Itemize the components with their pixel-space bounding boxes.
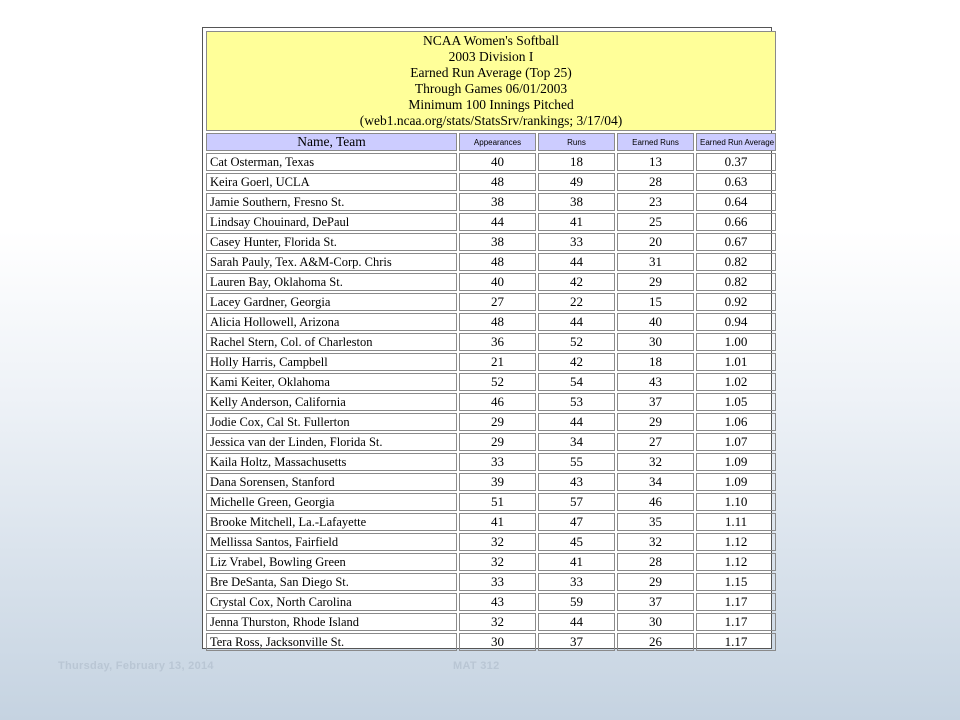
appearances-cell: 38: [459, 193, 536, 211]
runs-cell: 38: [538, 193, 615, 211]
appearances-cell: 52: [459, 373, 536, 391]
title-line: Through Games 06/01/2003: [414, 81, 568, 96]
player-name-team: Dana Sorensen, Stanford: [206, 473, 457, 491]
column-header-name-team: Name, Team: [206, 133, 457, 151]
earned-runs-cell: 35: [617, 513, 694, 531]
era-cell: 0.66: [696, 213, 776, 231]
table-row: [206, 453, 776, 471]
player-name-team: Kelly Anderson, California: [206, 393, 457, 411]
table-row: [206, 433, 776, 451]
table-body: [206, 153, 776, 651]
era-cell: 0.63: [696, 173, 776, 191]
era-cell: 1.12: [696, 553, 776, 571]
player-name-team: Alicia Hollowell, Arizona: [206, 313, 457, 331]
earned-runs-cell: 46: [617, 493, 694, 511]
player-name-team: Kami Keiter, Oklahoma: [206, 373, 457, 391]
earned-runs-cell: 15: [617, 293, 694, 311]
player-name-team: Liz Vrabel, Bowling Green: [206, 553, 457, 571]
title-line: 2003 Division I: [448, 49, 534, 64]
earned-runs-cell: 34: [617, 473, 694, 491]
era-cell: 0.67: [696, 233, 776, 251]
runs-cell: 34: [538, 433, 615, 451]
appearances-cell: 41: [459, 513, 536, 531]
title-line: Minimum 100 Innings Pitched: [408, 97, 574, 112]
era-cell: 1.11: [696, 513, 776, 531]
table-row: [206, 573, 776, 591]
appearances-cell: 33: [459, 573, 536, 591]
runs-cell: 18: [538, 153, 615, 171]
appearances-cell: 39: [459, 473, 536, 491]
table-row: [206, 553, 776, 571]
earned-runs-cell: 25: [617, 213, 694, 231]
appearances-cell: 29: [459, 433, 536, 451]
earned-runs-cell: 32: [617, 533, 694, 551]
appearances-cell: 21: [459, 353, 536, 371]
runs-cell: 55: [538, 453, 615, 471]
runs-cell: 59: [538, 593, 615, 611]
table-row: [206, 373, 776, 391]
player-name-team: Holly Harris, Campbell: [206, 353, 457, 371]
appearances-cell: 48: [459, 173, 536, 191]
runs-cell: 44: [538, 313, 615, 331]
earned-runs-cell: 29: [617, 413, 694, 431]
runs-cell: 42: [538, 353, 615, 371]
player-name-team: Lindsay Chouinard, DePaul: [206, 213, 457, 231]
runs-cell: 44: [538, 413, 615, 431]
footer-date: Thursday, February 13, 2014: [58, 660, 214, 672]
runs-cell: 52: [538, 333, 615, 351]
earned-runs-cell: 18: [617, 353, 694, 371]
appearances-cell: 32: [459, 613, 536, 631]
appearances-cell: 32: [459, 553, 536, 571]
table-row: [206, 273, 776, 291]
era-cell: 1.17: [696, 613, 776, 631]
era-cell: 1.09: [696, 453, 776, 471]
appearances-cell: 48: [459, 253, 536, 271]
player-name-team: Crystal Cox, North Carolina: [206, 593, 457, 611]
table-row: [206, 233, 776, 251]
column-header-era: Earned Run Average: [696, 133, 776, 151]
era-table-frame: [202, 27, 775, 649]
earned-runs-cell: 13: [617, 153, 694, 171]
player-name-team: Bre DeSanta, San Diego St.: [206, 573, 457, 591]
runs-cell: 33: [538, 573, 615, 591]
era-cell: 1.02: [696, 373, 776, 391]
appearances-cell: 51: [459, 493, 536, 511]
table-row: [206, 513, 776, 531]
runs-cell: 33: [538, 233, 615, 251]
table-row: [206, 593, 776, 611]
earned-runs-cell: 30: [617, 333, 694, 351]
era-table: [204, 29, 778, 653]
runs-cell: 53: [538, 393, 615, 411]
title-line: Earned Run Average (Top 25): [410, 65, 572, 80]
era-cell: 1.01: [696, 353, 776, 371]
earned-runs-cell: 28: [617, 173, 694, 191]
table-row: [206, 153, 776, 171]
appearances-cell: 33: [459, 453, 536, 471]
runs-cell: 22: [538, 293, 615, 311]
table-row: [206, 533, 776, 551]
era-cell: 0.82: [696, 253, 776, 271]
table-row: [206, 213, 776, 231]
table-row: [206, 613, 776, 631]
player-name-team: Cat Osterman, Texas: [206, 153, 457, 171]
earned-runs-cell: 43: [617, 373, 694, 391]
appearances-cell: 40: [459, 153, 536, 171]
earned-runs-cell: 29: [617, 273, 694, 291]
player-name-team: Jamie Southern, Fresno St.: [206, 193, 457, 211]
player-name-team: Casey Hunter, Florida St.: [206, 233, 457, 251]
appearances-cell: 46: [459, 393, 536, 411]
era-cell: 1.17: [696, 633, 776, 651]
era-cell: 0.82: [696, 273, 776, 291]
player-name-team: Michelle Green, Georgia: [206, 493, 457, 511]
runs-cell: 54: [538, 373, 615, 391]
era-cell: 0.37: [696, 153, 776, 171]
runs-cell: 42: [538, 273, 615, 291]
player-name-team: Kaila Holtz, Massachusetts: [206, 453, 457, 471]
column-header-runs: Runs: [538, 133, 615, 151]
appearances-cell: 40: [459, 273, 536, 291]
runs-cell: 41: [538, 213, 615, 231]
earned-runs-cell: 37: [617, 593, 694, 611]
table-title: [206, 31, 776, 131]
era-cell: 1.17: [696, 593, 776, 611]
runs-cell: 44: [538, 613, 615, 631]
era-cell: 1.09: [696, 473, 776, 491]
earned-runs-cell: 27: [617, 433, 694, 451]
table-row: [206, 393, 776, 411]
runs-cell: 37: [538, 633, 615, 651]
runs-cell: 49: [538, 173, 615, 191]
player-name-team: Jenna Thurston, Rhode Island: [206, 613, 457, 631]
era-cell: 1.06: [696, 413, 776, 431]
earned-runs-cell: 40: [617, 313, 694, 331]
column-header-earned-runs: Earned Runs: [617, 133, 694, 151]
table-row: [206, 253, 776, 271]
table-row: [206, 473, 776, 491]
era-cell: 1.12: [696, 533, 776, 551]
era-cell: 0.92: [696, 293, 776, 311]
player-name-team: Rachel Stern, Col. of Charleston: [206, 333, 457, 351]
table-row: [206, 493, 776, 511]
runs-cell: 47: [538, 513, 615, 531]
player-name-team: Lacey Gardner, Georgia: [206, 293, 457, 311]
era-cell: 0.64: [696, 193, 776, 211]
era-cell: 1.07: [696, 433, 776, 451]
runs-cell: 43: [538, 473, 615, 491]
table-row: [206, 353, 776, 371]
appearances-cell: 27: [459, 293, 536, 311]
player-name-team: Jodie Cox, Cal St. Fullerton: [206, 413, 457, 431]
player-name-team: Keira Goerl, UCLA: [206, 173, 457, 191]
era-cell: 1.00: [696, 333, 776, 351]
player-name-team: Lauren Bay, Oklahoma St.: [206, 273, 457, 291]
table-row: [206, 633, 776, 651]
title-line: (web1.ncaa.org/stats/StatsSrv/rankings; 3/17/04): [359, 113, 623, 128]
earned-runs-cell: 23: [617, 193, 694, 211]
runs-cell: 44: [538, 253, 615, 271]
appearances-cell: 29: [459, 413, 536, 431]
player-name-team: Brooke Mitchell, La.-Lafayette: [206, 513, 457, 531]
earned-runs-cell: 32: [617, 453, 694, 471]
runs-cell: 41: [538, 553, 615, 571]
appearances-cell: 43: [459, 593, 536, 611]
table-row: [206, 173, 776, 191]
column-header-appearances: Appearances: [459, 133, 536, 151]
player-name-team: Tera Ross, Jacksonville St.: [206, 633, 457, 651]
era-cell: 1.15: [696, 573, 776, 591]
appearances-cell: 32: [459, 533, 536, 551]
era-cell: 0.94: [696, 313, 776, 331]
appearances-cell: 30: [459, 633, 536, 651]
appearances-cell: 48: [459, 313, 536, 331]
era-cell: 1.10: [696, 493, 776, 511]
appearances-cell: 38: [459, 233, 536, 251]
earned-runs-cell: 20: [617, 233, 694, 251]
earned-runs-cell: 28: [617, 553, 694, 571]
earned-runs-cell: 29: [617, 573, 694, 591]
title-line: NCAA Women's Softball: [422, 33, 560, 48]
player-name-team: Jessica van der Linden, Florida St.: [206, 433, 457, 451]
table-row: [206, 333, 776, 351]
earned-runs-cell: 31: [617, 253, 694, 271]
footer-course: MAT 312: [453, 660, 500, 672]
player-name-team: Mellissa Santos, Fairfield: [206, 533, 457, 551]
appearances-cell: 36: [459, 333, 536, 351]
table-row: [206, 313, 776, 331]
appearances-cell: 44: [459, 213, 536, 231]
table-row: [206, 293, 776, 311]
runs-cell: 57: [538, 493, 615, 511]
player-name-team: Sarah Pauly, Tex. A&M-Corp. Chris: [206, 253, 457, 271]
runs-cell: 45: [538, 533, 615, 551]
earned-runs-cell: 26: [617, 633, 694, 651]
earned-runs-cell: 30: [617, 613, 694, 631]
era-cell: 1.05: [696, 393, 776, 411]
table-row: [206, 193, 776, 211]
table-row: [206, 413, 776, 431]
earned-runs-cell: 37: [617, 393, 694, 411]
